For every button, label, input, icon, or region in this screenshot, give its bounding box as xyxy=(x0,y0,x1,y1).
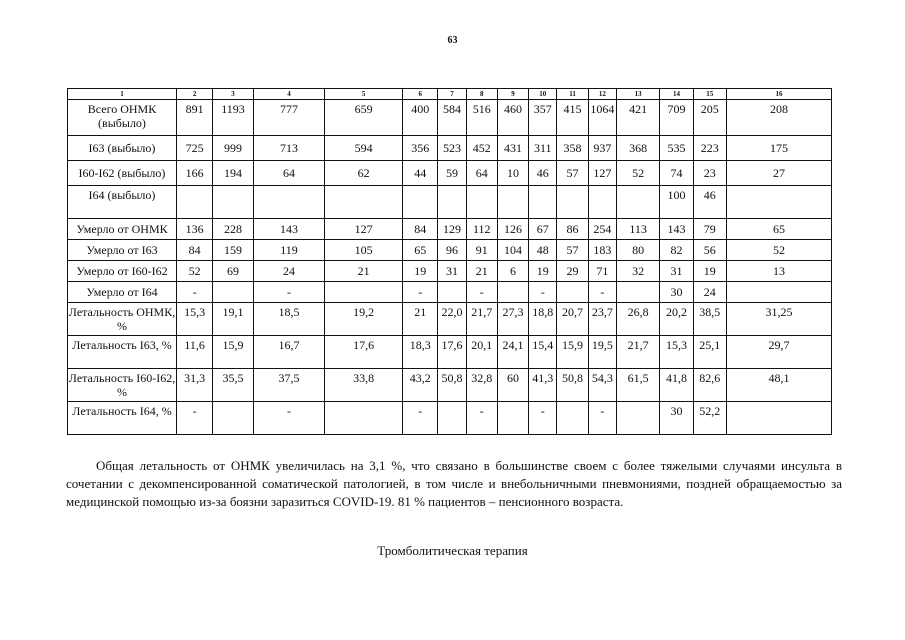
table-row xyxy=(68,402,832,435)
table-cell: 91 xyxy=(466,240,497,261)
table-cell: 38,5 xyxy=(693,303,726,336)
table-cell: 31 xyxy=(438,261,466,282)
column-header: 6 xyxy=(403,89,438,100)
table-cell: 21,7 xyxy=(466,303,497,336)
table-row xyxy=(68,219,832,240)
table-cell: 19 xyxy=(693,261,726,282)
table-cell: 356 xyxy=(403,136,438,161)
table-cell: 999 xyxy=(213,136,253,161)
table-cell: 584 xyxy=(438,100,466,136)
table-cell: 1064 xyxy=(588,100,616,136)
table-cell: 69 xyxy=(213,261,253,282)
table-cell xyxy=(213,186,253,219)
column-header: 11 xyxy=(557,89,588,100)
table-cell: - xyxy=(529,402,557,435)
table-cell: 46 xyxy=(529,161,557,186)
table-cell: 15,9 xyxy=(557,336,588,369)
table-cell: 52 xyxy=(726,240,831,261)
table-cell: 143 xyxy=(660,219,693,240)
table-cell: 84 xyxy=(176,240,212,261)
table-cell: 59 xyxy=(438,161,466,186)
table-cell: 709 xyxy=(660,100,693,136)
table-cell: 65 xyxy=(726,219,831,240)
table-cell: 17,6 xyxy=(438,336,466,369)
column-header: 9 xyxy=(497,89,528,100)
table-row xyxy=(68,336,832,369)
table-row xyxy=(68,369,832,402)
table-cell: 205 xyxy=(693,100,726,136)
column-header: 13 xyxy=(616,89,659,100)
table-cell: 32 xyxy=(616,261,659,282)
table-cell: 19 xyxy=(529,261,557,282)
column-header: 2 xyxy=(176,89,212,100)
table-row xyxy=(68,161,832,186)
table-cell: 119 xyxy=(253,240,325,261)
row-label: Летальность I60-I62, % xyxy=(68,369,177,402)
table-cell xyxy=(213,402,253,435)
table-cell: 777 xyxy=(253,100,325,136)
page-number: 63 xyxy=(447,35,458,46)
table-cell xyxy=(557,402,588,435)
table-cell: 136 xyxy=(176,219,212,240)
table-cell xyxy=(557,186,588,219)
column-header: 16 xyxy=(726,89,831,100)
table-cell: 56 xyxy=(693,240,726,261)
table-cell: 523 xyxy=(438,136,466,161)
table-cell: 52 xyxy=(616,161,659,186)
table-cell: 19,2 xyxy=(325,303,403,336)
table-cell: 24 xyxy=(253,261,325,282)
table-cell xyxy=(466,186,497,219)
table-cell: 60 xyxy=(497,369,528,402)
table-cell: 21 xyxy=(466,261,497,282)
table-cell: 937 xyxy=(588,136,616,161)
table-cell: 61,5 xyxy=(616,369,659,402)
table-cell: 713 xyxy=(253,136,325,161)
table-cell: 129 xyxy=(438,219,466,240)
table-cell: 31,3 xyxy=(176,369,212,402)
table-cell: - xyxy=(588,402,616,435)
table-cell: 208 xyxy=(726,100,831,136)
table-cell: 159 xyxy=(213,240,253,261)
table-cell xyxy=(497,402,528,435)
table-cell xyxy=(726,186,831,219)
table-cell xyxy=(176,186,212,219)
table-cell: 311 xyxy=(529,136,557,161)
table-cell: - xyxy=(176,282,212,303)
mortality-table xyxy=(67,88,832,435)
table-cell: 19,5 xyxy=(588,336,616,369)
table-cell: - xyxy=(176,402,212,435)
table-cell xyxy=(497,282,528,303)
table-cell: 48,1 xyxy=(726,369,831,402)
table-cell: 29,7 xyxy=(726,336,831,369)
table-cell: 100 xyxy=(660,186,693,219)
table-row xyxy=(68,303,832,336)
table-cell: 46 xyxy=(693,186,726,219)
table-cell: 57 xyxy=(557,240,588,261)
table-cell: 20,7 xyxy=(557,303,588,336)
table-cell: 415 xyxy=(557,100,588,136)
table-cell: 30 xyxy=(660,402,693,435)
table-cell xyxy=(726,282,831,303)
table-cell: 725 xyxy=(176,136,212,161)
column-header: 12 xyxy=(588,89,616,100)
table-cell: 23,7 xyxy=(588,303,616,336)
table-cell: - xyxy=(588,282,616,303)
table-cell: 659 xyxy=(325,100,403,136)
row-label: Летальность I64, % xyxy=(68,402,177,435)
table-cell: 82,6 xyxy=(693,369,726,402)
table-cell xyxy=(438,402,466,435)
table-cell: 516 xyxy=(466,100,497,136)
table-cell: 183 xyxy=(588,240,616,261)
table-cell: 20,1 xyxy=(466,336,497,369)
row-label: Умерло от I60-I62 xyxy=(68,261,177,282)
body-paragraph: Общая летальность от ОНМК увеличилась на 3,1 %, что связано в большинстве своем с более тяжелыми случаями инсульта в сочетании с декомпенсированной соматической патологией, в том числе и внебольничными пневмониями, поздней обращаемостью за медицинской помощью из-за боязни заразиться COVID-19. 81 % пациентов – пенсионного возраста. xyxy=(66,458,842,509)
table-cell: 460 xyxy=(497,100,528,136)
table-cell: 65 xyxy=(403,240,438,261)
table-cell: 15,9 xyxy=(213,336,253,369)
table-cell: 57 xyxy=(557,161,588,186)
table-row xyxy=(68,100,832,136)
table-cell: 357 xyxy=(529,100,557,136)
table-cell: 13 xyxy=(726,261,831,282)
column-header: 8 xyxy=(466,89,497,100)
table-cell: 54,3 xyxy=(588,369,616,402)
table-cell: 19 xyxy=(403,261,438,282)
table-cell: - xyxy=(466,402,497,435)
table-cell: 452 xyxy=(466,136,497,161)
table-cell: 31,25 xyxy=(726,303,831,336)
table-cell: 143 xyxy=(253,219,325,240)
table-row xyxy=(68,261,832,282)
table-cell xyxy=(616,282,659,303)
table-cell xyxy=(616,186,659,219)
row-label: Умерло от I63 xyxy=(68,240,177,261)
column-header: 3 xyxy=(213,89,253,100)
table-cell: 358 xyxy=(557,136,588,161)
table-cell: 17,6 xyxy=(325,336,403,369)
row-label: I60-I62 (выбыло) xyxy=(68,161,177,186)
table-cell: 44 xyxy=(403,161,438,186)
column-header: 7 xyxy=(438,89,466,100)
table-cell: 18,5 xyxy=(253,303,325,336)
table-cell: 26,8 xyxy=(616,303,659,336)
table-cell: 421 xyxy=(616,100,659,136)
table-cell: - xyxy=(253,282,325,303)
table-cell: 29 xyxy=(557,261,588,282)
table-cell: - xyxy=(529,282,557,303)
table-cell xyxy=(253,186,325,219)
table-cell: - xyxy=(253,402,325,435)
table-cell: 18,3 xyxy=(403,336,438,369)
table-cell xyxy=(213,282,253,303)
table-cell: 228 xyxy=(213,219,253,240)
table-cell: 86 xyxy=(557,219,588,240)
table-cell: 27 xyxy=(726,161,831,186)
table-cell: 48 xyxy=(529,240,557,261)
column-header: 10 xyxy=(529,89,557,100)
table-cell: 223 xyxy=(693,136,726,161)
row-label: Всего ОНМК (выбыло) xyxy=(68,100,177,136)
table-cell: 27,3 xyxy=(497,303,528,336)
table-cell: 113 xyxy=(616,219,659,240)
table-row xyxy=(68,136,832,161)
table-cell: 105 xyxy=(325,240,403,261)
table-cell: 6 xyxy=(497,261,528,282)
table-cell: 74 xyxy=(660,161,693,186)
table-cell: 368 xyxy=(616,136,659,161)
table-cell: 21 xyxy=(403,303,438,336)
table-cell: 64 xyxy=(253,161,325,186)
table-cell: 166 xyxy=(176,161,212,186)
table-row xyxy=(68,186,832,219)
table-cell xyxy=(529,186,557,219)
table-row xyxy=(68,240,832,261)
table-cell: 23 xyxy=(693,161,726,186)
table-cell: 1193 xyxy=(213,100,253,136)
table-cell: 43,2 xyxy=(403,369,438,402)
table-cell: 30 xyxy=(660,282,693,303)
table-cell: 24,1 xyxy=(497,336,528,369)
table-cell: 41,3 xyxy=(529,369,557,402)
column-header: 4 xyxy=(253,89,325,100)
table-cell: 32,8 xyxy=(466,369,497,402)
table-cell xyxy=(616,402,659,435)
table-cell: 22,0 xyxy=(438,303,466,336)
table-header-row xyxy=(68,89,832,100)
table-cell: 104 xyxy=(497,240,528,261)
table-cell: 11,6 xyxy=(176,336,212,369)
table-cell: - xyxy=(466,282,497,303)
table-cell: 24 xyxy=(693,282,726,303)
table-cell xyxy=(726,402,831,435)
table-cell: 126 xyxy=(497,219,528,240)
table-cell: 50,8 xyxy=(438,369,466,402)
table-cell: 21,7 xyxy=(616,336,659,369)
table-cell: 52,2 xyxy=(693,402,726,435)
table-cell: 535 xyxy=(660,136,693,161)
table-cell: - xyxy=(403,402,438,435)
table-cell: 80 xyxy=(616,240,659,261)
table-cell: 33,8 xyxy=(325,369,403,402)
table-cell: 18,8 xyxy=(529,303,557,336)
table-cell: 891 xyxy=(176,100,212,136)
table-cell: 82 xyxy=(660,240,693,261)
table-cell: 31 xyxy=(660,261,693,282)
column-header: 14 xyxy=(660,89,693,100)
table-cell: 15,3 xyxy=(176,303,212,336)
table-cell: 594 xyxy=(325,136,403,161)
table-cell: 400 xyxy=(403,100,438,136)
table-body xyxy=(68,100,832,435)
table-cell: 194 xyxy=(213,161,253,186)
table-cell: 20,2 xyxy=(660,303,693,336)
table-cell: 15,3 xyxy=(660,336,693,369)
row-label: Умерло от I64 xyxy=(68,282,177,303)
table-cell xyxy=(438,282,466,303)
table-cell xyxy=(588,186,616,219)
table-cell: 62 xyxy=(325,161,403,186)
table-cell: 16,7 xyxy=(253,336,325,369)
row-label: Летальность ОНМК, % xyxy=(68,303,177,336)
table-cell xyxy=(497,186,528,219)
table-cell: 25,1 xyxy=(693,336,726,369)
table-cell: - xyxy=(403,282,438,303)
row-label: Умерло от ОНМК xyxy=(68,219,177,240)
table-cell: 50,8 xyxy=(557,369,588,402)
table-cell: 96 xyxy=(438,240,466,261)
table-cell: 112 xyxy=(466,219,497,240)
table-cell: 21 xyxy=(325,261,403,282)
table-cell: 15,4 xyxy=(529,336,557,369)
table-cell: 52 xyxy=(176,261,212,282)
table-cell: 79 xyxy=(693,219,726,240)
table-cell xyxy=(438,186,466,219)
row-label: I64 (выбыло) xyxy=(68,186,177,219)
table-cell: 84 xyxy=(403,219,438,240)
table-cell: 67 xyxy=(529,219,557,240)
table-cell xyxy=(325,186,403,219)
column-header: 1 xyxy=(68,89,177,100)
table-row xyxy=(68,282,832,303)
table-cell: 254 xyxy=(588,219,616,240)
table-cell: 35,5 xyxy=(213,369,253,402)
section-heading: Тромболитическая терапия xyxy=(377,543,528,558)
column-header: 5 xyxy=(325,89,403,100)
table-cell: 41,8 xyxy=(660,369,693,402)
table-cell: 127 xyxy=(325,219,403,240)
table-cell: 71 xyxy=(588,261,616,282)
table-cell xyxy=(325,282,403,303)
column-header: 15 xyxy=(693,89,726,100)
table-cell: 175 xyxy=(726,136,831,161)
table-cell xyxy=(325,402,403,435)
table-cell: 127 xyxy=(588,161,616,186)
row-label: I63 (выбыло) xyxy=(68,136,177,161)
table-cell: 19,1 xyxy=(213,303,253,336)
table-cell: 10 xyxy=(497,161,528,186)
table-cell xyxy=(557,282,588,303)
table-cell: 64 xyxy=(466,161,497,186)
table-cell xyxy=(403,186,438,219)
row-label: Летальность I63, % xyxy=(68,336,177,369)
table-cell: 37,5 xyxy=(253,369,325,402)
table-cell: 431 xyxy=(497,136,528,161)
